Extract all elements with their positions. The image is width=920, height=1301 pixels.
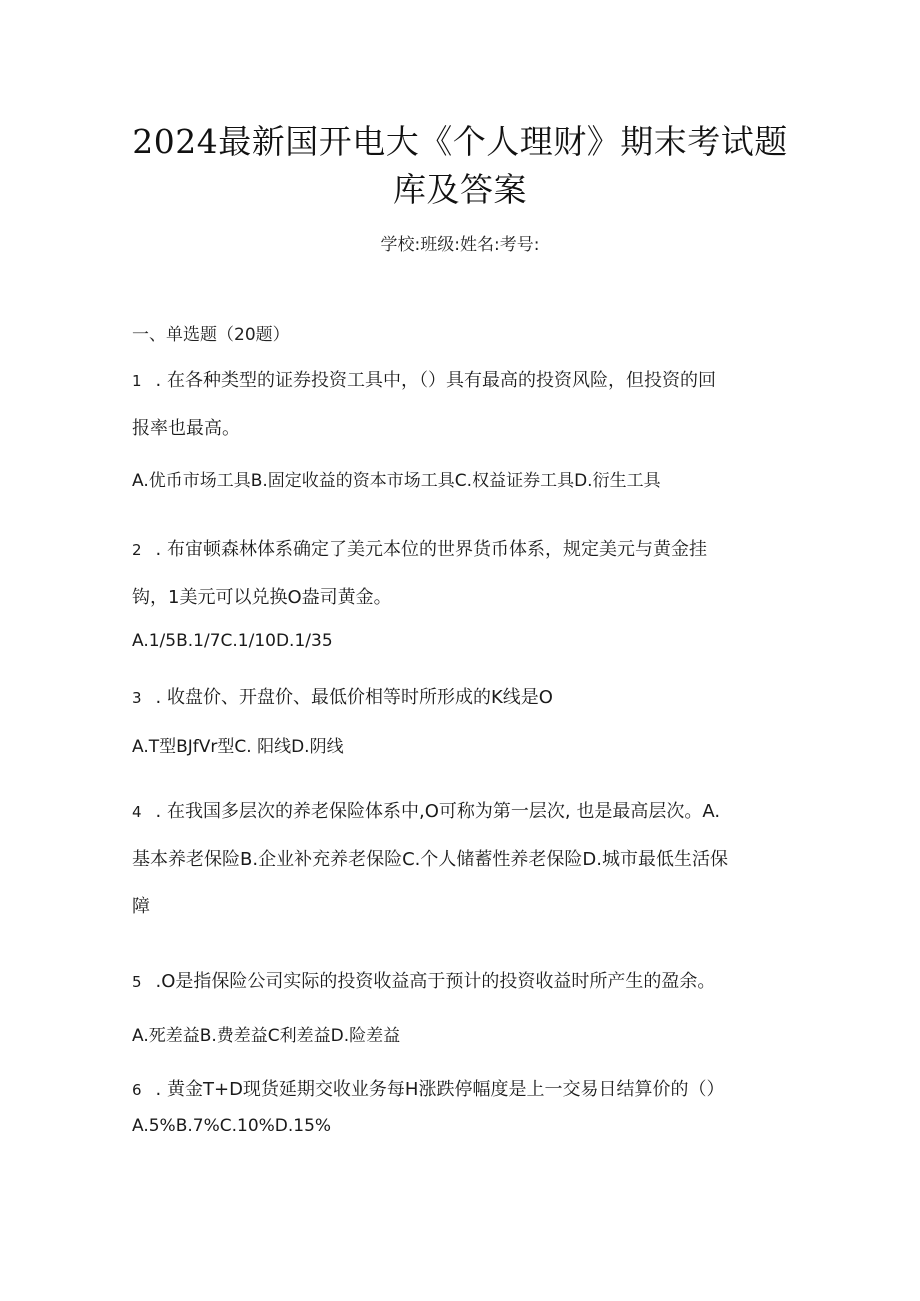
title-line-2: 库及答案 xyxy=(393,170,527,209)
question-4-line-2: 基本养老保险B.企业补充养老保险C.个人储蓄性养老保险D.城市最低生活保 xyxy=(132,849,728,870)
question-number: 4 xyxy=(132,803,142,821)
question-text: .O是指保险公司实际的投资收益高于预计的投资收益时所产生的盈余。 xyxy=(155,971,716,992)
question-text: . 在我国多层次的养老保险体系中,O可称为第一层次, 也是最高层次。A. xyxy=(155,801,721,822)
question-number: 2 xyxy=(132,541,142,559)
question-6 xyxy=(132,1066,792,1114)
section-heading: 一、单选题（20题） xyxy=(132,325,290,345)
question-4-line-3: 障 xyxy=(132,896,150,917)
question-5 xyxy=(132,958,792,1006)
title-line-1: 2024最新国开电大《个人理财》期末考试题 xyxy=(132,122,788,161)
document-title xyxy=(110,118,810,214)
question-1-line-1 xyxy=(132,357,792,405)
question-6-options: A.5%B.7%C.10%D.15% xyxy=(132,1116,332,1136)
question-number: 3 xyxy=(132,689,142,707)
question-2-line-1 xyxy=(132,526,792,574)
question-number: 5 xyxy=(132,973,142,991)
question-5-line-1 xyxy=(132,958,792,1006)
question-number: 1 xyxy=(132,372,142,390)
question-number: 6 xyxy=(132,1081,142,1099)
question-3-options: A.T型BJfVr型C. 阳线D.阴线 xyxy=(132,737,344,757)
question-6-line-1 xyxy=(132,1066,792,1114)
question-5-options: A.死差益B.费差益C利差益D.险差益 xyxy=(132,1026,401,1046)
question-2-line-2: 钩，1美元可以兑换O盎司黄金。 xyxy=(132,587,392,608)
question-1 xyxy=(132,357,792,452)
question-4 xyxy=(132,788,792,930)
question-3-line-1 xyxy=(132,674,792,722)
question-text: . 在各种类型的证券投资工具中，（）具有最高的投资风险，但投资的回 xyxy=(155,370,716,391)
student-info-line: 学校:班级:姓名:考号: xyxy=(380,235,540,255)
question-text: . 收盘价、开盘价、最低价相等时所形成的K线是O xyxy=(155,687,553,708)
question-1-line-2: 报率也最高。 xyxy=(132,418,240,439)
question-text: . 黄金T+D现货延期交收业务每H涨跌停幅度是上一交易日结算价的（） xyxy=(155,1079,725,1100)
question-3 xyxy=(132,674,792,722)
question-2 xyxy=(132,526,792,621)
question-2-options: A.1/5B.1/7C.1/10D.1/35 xyxy=(132,631,333,651)
question-1-options: A.优币市场工具B.固定收益的资本市场工具C.权益证券工具D.衍生工具 xyxy=(132,471,661,491)
question-4-line-1 xyxy=(132,788,792,836)
question-text: . 布宙顿森林体系确定了美元本位的世界货币体系，规定美元与黄金挂 xyxy=(155,539,707,560)
